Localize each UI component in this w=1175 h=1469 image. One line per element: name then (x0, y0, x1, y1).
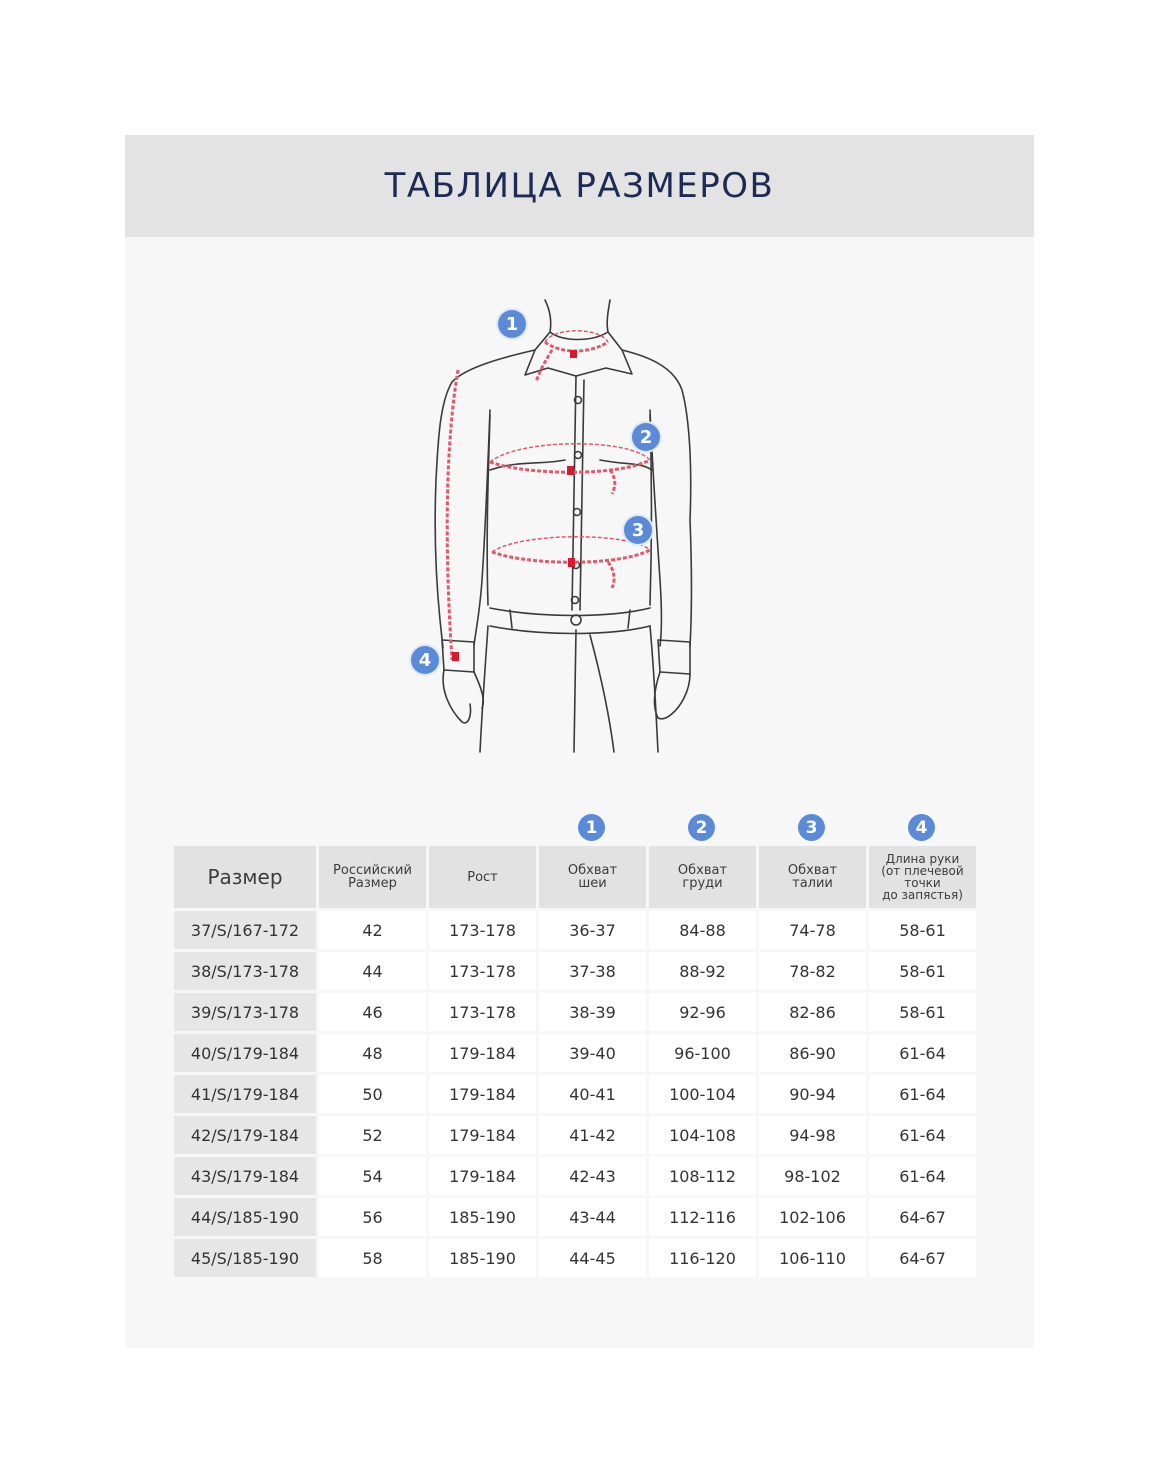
table-cell: 48 (319, 1034, 426, 1072)
table-row (174, 1198, 976, 1236)
table-cell: 108-112 (649, 1157, 756, 1195)
table-cell: 179-184 (429, 1075, 536, 1113)
table-cell: 84-88 (649, 911, 756, 949)
table-cell: 106-110 (759, 1239, 866, 1277)
table-cell: 98-102 (759, 1157, 866, 1195)
table-cell: 61-64 (869, 1157, 976, 1195)
badge-waist: 3 (624, 516, 652, 544)
table-cell: 116-120 (649, 1239, 756, 1277)
column-badge-neck: 1 (578, 814, 605, 841)
table-cell: 58-61 (869, 911, 976, 949)
size-table-wrapper (174, 817, 987, 1280)
shirt-illustration (340, 290, 800, 760)
table-cell: 44/S/185-190 (174, 1198, 316, 1236)
table-cell: 52 (319, 1116, 426, 1154)
table-cell: 90-94 (759, 1075, 866, 1113)
table-cell: 43-44 (539, 1198, 646, 1236)
table-cell: 102-106 (759, 1198, 866, 1236)
table-cell: 40-41 (539, 1075, 646, 1113)
table-row (174, 1239, 976, 1277)
table-cell: 56 (319, 1198, 426, 1236)
table-cell: 44 (319, 952, 426, 990)
table-cell: 37/S/167-172 (174, 911, 316, 949)
table-cell: 40/S/179-184 (174, 1034, 316, 1072)
badge-neck: 1 (498, 310, 526, 338)
table-cell: 61-64 (869, 1116, 976, 1154)
table-cell: 38-39 (539, 993, 646, 1031)
badge-arm: 4 (411, 646, 439, 674)
table-cell: 61-64 (869, 1075, 976, 1113)
table-header-row (174, 846, 976, 908)
table-cell: 58-61 (869, 952, 976, 990)
table-row (174, 1116, 976, 1154)
table-cell: 104-108 (649, 1116, 756, 1154)
table-cell: 41/S/179-184 (174, 1075, 316, 1113)
table-cell: 38/S/173-178 (174, 952, 316, 990)
column-header: Обхват груди (649, 846, 756, 908)
table-cell: 185-190 (429, 1198, 536, 1236)
column-header: Российский Размер (319, 846, 426, 908)
page-title: ТАБЛИЦА РАЗМЕРОВ (384, 166, 775, 206)
table-row (174, 993, 976, 1031)
table-row (174, 952, 976, 990)
column-badge-chest: 2 (688, 814, 715, 841)
table-cell: 86-90 (759, 1034, 866, 1072)
table-cell: 64-67 (869, 1239, 976, 1277)
shirt-drawing (340, 290, 800, 760)
table-cell: 46 (319, 993, 426, 1031)
badge-chest: 2 (632, 423, 660, 451)
table-cell: 179-184 (429, 1116, 536, 1154)
table-cell: 179-184 (429, 1034, 536, 1072)
table-cell: 179-184 (429, 1157, 536, 1195)
column-badge-arm: 4 (908, 814, 935, 841)
table-cell: 173-178 (429, 952, 536, 990)
column-header: Обхват шеи (539, 846, 646, 908)
size-table (171, 843, 979, 1280)
table-cell: 94-98 (759, 1116, 866, 1154)
table-cell: 41-42 (539, 1116, 646, 1154)
table-body (174, 911, 976, 1277)
table-row (174, 1075, 976, 1113)
table-row (174, 1034, 976, 1072)
table-cell: 78-82 (759, 952, 866, 990)
table-cell: 39/S/173-178 (174, 993, 316, 1031)
table-cell: 74-78 (759, 911, 866, 949)
table-cell: 173-178 (429, 993, 536, 1031)
table-cell: 112-116 (649, 1198, 756, 1236)
table-cell: 43/S/179-184 (174, 1157, 316, 1195)
column-header: Обхват талии (759, 846, 866, 908)
table-row (174, 1157, 976, 1195)
table-cell: 173-178 (429, 911, 536, 949)
table-cell: 42 (319, 911, 426, 949)
column-header: Рост (429, 846, 536, 908)
table-cell: 42/S/179-184 (174, 1116, 316, 1154)
table-cell: 96-100 (649, 1034, 756, 1072)
table-cell: 45/S/185-190 (174, 1239, 316, 1277)
table-cell: 92-96 (649, 993, 756, 1031)
header-bar (125, 135, 1034, 237)
column-header: Размер (174, 846, 316, 908)
table-cell: 37-38 (539, 952, 646, 990)
table-cell: 64-67 (869, 1198, 976, 1236)
table-cell: 82-86 (759, 993, 866, 1031)
table-cell: 44-45 (539, 1239, 646, 1277)
column-badge-waist: 3 (798, 814, 825, 841)
table-cell: 50 (319, 1075, 426, 1113)
table-cell: 42-43 (539, 1157, 646, 1195)
table-cell: 54 (319, 1157, 426, 1195)
table-cell: 61-64 (869, 1034, 976, 1072)
table-cell: 185-190 (429, 1239, 536, 1277)
table-row (174, 911, 976, 949)
table-cell: 36-37 (539, 911, 646, 949)
table-cell: 88-92 (649, 952, 756, 990)
table-cell: 58-61 (869, 993, 976, 1031)
table-cell: 39-40 (539, 1034, 646, 1072)
table-cell: 100-104 (649, 1075, 756, 1113)
table-cell: 58 (319, 1239, 426, 1277)
column-header: Длина руки (от плечевой точки до запястья) (869, 846, 976, 908)
